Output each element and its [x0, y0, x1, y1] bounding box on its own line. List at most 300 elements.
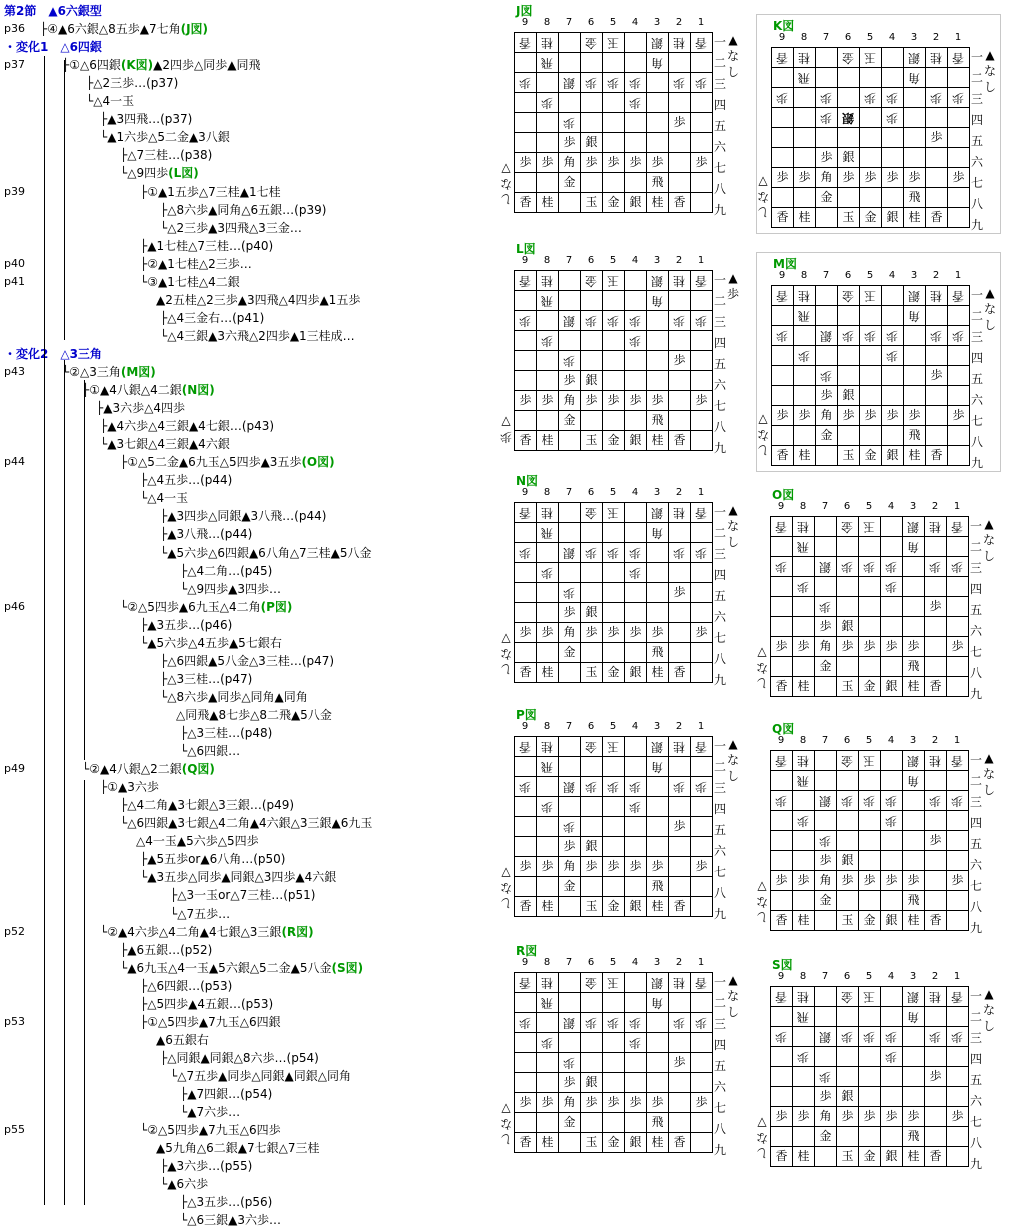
board-square	[537, 777, 559, 797]
sente-hand: し な ▽	[500, 866, 513, 910]
board-square	[603, 973, 625, 993]
board-square	[581, 271, 603, 291]
move-text: ├①△5二金▲6九玉△5四歩▲3五歩	[120, 455, 302, 470]
shogi-piece: 歩	[651, 1095, 664, 1109]
shogi-piece: 歩	[651, 859, 664, 873]
board-square	[772, 306, 794, 326]
diagram-label[interactable]: (Q図)	[181, 762, 215, 777]
board-square	[581, 737, 603, 757]
move-text: ▲6五銀右	[156, 1032, 209, 1047]
shogi-piece: 飛	[541, 56, 554, 70]
board-square	[515, 133, 537, 153]
board-square	[625, 133, 647, 153]
board-square	[669, 1093, 691, 1113]
board-square	[926, 306, 948, 326]
move-line	[100, 923, 314, 941]
diagram-label[interactable]: (M図)	[120, 365, 156, 379]
board-square	[926, 208, 948, 228]
board-square	[771, 537, 793, 557]
diagram-label[interactable]: (J図)	[180, 22, 209, 37]
board-square	[794, 306, 816, 326]
board-square	[647, 837, 669, 857]
shogi-piece: 歩	[907, 1109, 920, 1123]
shogi-piece: 歩	[585, 314, 598, 328]
board-square	[837, 811, 859, 831]
board-square	[515, 1073, 537, 1093]
board-square	[669, 837, 691, 857]
board-square	[603, 817, 625, 837]
rank-label: 一	[970, 519, 983, 533]
shogi-piece: 金	[841, 754, 854, 768]
shogi-piece: 飛	[651, 413, 664, 427]
board-square	[903, 871, 925, 891]
board-square	[882, 446, 904, 466]
rank-label: 二	[970, 540, 983, 554]
board-square	[815, 537, 837, 557]
board-square	[771, 1027, 793, 1047]
move-line	[140, 868, 336, 886]
rank-label: 六	[714, 140, 727, 154]
board-square	[603, 1053, 625, 1073]
board-square	[537, 271, 559, 291]
board-square	[603, 1093, 625, 1113]
board-square	[948, 168, 970, 188]
board-square	[581, 311, 603, 331]
shogi-piece: 歩	[798, 408, 811, 422]
shogi-piece: 桂	[651, 433, 664, 447]
shogi-piece: 桂	[541, 195, 554, 209]
board-square	[793, 517, 815, 537]
board-square	[559, 1113, 581, 1133]
board-square	[581, 757, 603, 777]
board-square	[771, 911, 793, 931]
board-square	[647, 73, 669, 93]
diagram-label[interactable]: (S図)	[331, 960, 364, 975]
board-square	[925, 1027, 947, 1047]
shogi-piece: 銀	[842, 388, 855, 402]
diagram-label[interactable]: (O図)	[301, 455, 335, 470]
gote-hand: ▲ な し	[983, 48, 996, 94]
board-square	[515, 173, 537, 193]
board-square	[771, 1087, 793, 1107]
board-square	[881, 617, 903, 637]
shogi-piece: 歩	[929, 794, 942, 808]
move-line	[140, 850, 285, 868]
board-square	[794, 128, 816, 148]
file-label: 5	[609, 17, 617, 28]
shogi-piece: 歩	[629, 1095, 642, 1109]
move-line	[160, 1175, 208, 1193]
shogi-piece: 歩	[541, 393, 554, 407]
board-square	[669, 371, 691, 391]
diagram-label[interactable]: (K図)	[120, 58, 154, 73]
board-square	[647, 1053, 669, 1073]
file-label: 2	[932, 270, 940, 281]
file-label: 3	[909, 735, 917, 746]
file-labels	[771, 32, 967, 44]
move-line	[120, 164, 199, 182]
shogi-piece: 歩	[629, 1036, 642, 1050]
board-square	[515, 153, 537, 173]
board-square	[625, 1033, 647, 1053]
rank-label: 八	[714, 1122, 727, 1136]
board-grid	[770, 986, 969, 1167]
board-square	[815, 831, 837, 851]
board-square	[859, 597, 881, 617]
shogi-piece: 歩	[885, 639, 898, 653]
board-square	[925, 831, 947, 851]
file-label: 7	[822, 32, 830, 43]
sente-hand: し な ▽	[500, 632, 513, 676]
shogi-piece: 歩	[673, 546, 686, 560]
rank-label: 一	[714, 739, 727, 753]
shogi-piece: 歩	[563, 839, 576, 853]
board-square	[559, 1013, 581, 1033]
shogi-piece: 香	[951, 520, 964, 534]
board-square	[537, 623, 559, 643]
board-square	[581, 351, 603, 371]
diagram-label[interactable]: (R図)	[281, 924, 314, 939]
shogi-piece: 歩	[585, 1016, 598, 1030]
board-square	[537, 1133, 559, 1153]
move-line	[180, 724, 272, 742]
shogi-piece: 金	[563, 413, 576, 427]
shogi-piece: 金	[819, 1129, 832, 1143]
board-square	[816, 88, 838, 108]
board-square	[772, 168, 794, 188]
board-square	[559, 371, 581, 391]
board-square	[794, 406, 816, 426]
move-line	[170, 905, 230, 923]
move-text: ├△8六歩▲同角△6五銀…(p39)	[160, 202, 327, 217]
move-line	[136, 832, 259, 850]
file-label: 4	[887, 735, 895, 746]
rank-label: 六	[714, 610, 727, 624]
shogi-piece: 歩	[629, 780, 642, 794]
board-square	[625, 543, 647, 563]
board-square	[859, 751, 881, 771]
rank-label: 九	[970, 921, 983, 935]
shogi-piece: 金	[585, 36, 598, 50]
shogi-piece: 歩	[695, 314, 708, 328]
file-label: 5	[866, 270, 874, 281]
board-square	[559, 523, 581, 543]
board-square	[859, 1047, 881, 1067]
rank-label: 五	[714, 1059, 727, 1073]
shogi-piece: 歩	[886, 329, 899, 343]
shogi-piece: 歩	[951, 560, 964, 574]
board-square	[581, 1133, 603, 1153]
board-square	[669, 523, 691, 543]
board-square	[948, 48, 970, 68]
move-text: ├▲6五銀…(p52)	[120, 942, 213, 957]
board-square	[903, 831, 925, 851]
move-text: ├△3三桂…(p47)	[160, 671, 253, 686]
board-square	[581, 93, 603, 113]
sente-hand: し な ▽	[756, 1116, 769, 1160]
shogi-piece: 銀	[563, 1016, 576, 1030]
board-square	[625, 73, 647, 93]
diagram-label[interactable]: (L図)	[168, 166, 199, 181]
move-text: └▲7六歩…	[180, 1105, 241, 1120]
board-square	[669, 663, 691, 683]
board-square	[837, 751, 859, 771]
board-square	[669, 1033, 691, 1053]
page-ref: p41	[4, 274, 25, 288]
shogi-piece: 桂	[908, 448, 921, 462]
file-label: 9	[778, 32, 786, 43]
shogi-piece: 桂	[673, 976, 686, 990]
diagram-title: R図	[516, 944, 538, 958]
board-square	[859, 1147, 881, 1167]
shogi-piece: 歩	[885, 794, 898, 808]
shogi-piece: 角	[908, 309, 921, 323]
board-square	[926, 88, 948, 108]
board-square	[515, 1033, 537, 1053]
shogi-piece: 歩	[930, 329, 943, 343]
board-square	[603, 431, 625, 451]
shogi-piece: 歩	[776, 408, 789, 422]
board-square	[771, 517, 793, 537]
board-square	[815, 851, 837, 871]
board-square	[837, 577, 859, 597]
file-labels	[770, 735, 966, 747]
board-square	[793, 871, 815, 891]
board-square	[559, 777, 581, 797]
shogi-piece: 銀	[563, 546, 576, 560]
shogi-piece: 桂	[673, 36, 686, 50]
board-square	[559, 993, 581, 1013]
move-text: ├△4五歩…(p44)	[140, 473, 233, 488]
board-square	[947, 771, 969, 791]
shogi-piece: 香	[775, 679, 788, 693]
shogi-piece: 歩	[585, 780, 598, 794]
shogi-piece: 角	[651, 294, 664, 308]
shogi-piece: 歩	[695, 155, 708, 169]
board-square	[772, 326, 794, 346]
rank-label: 一	[970, 753, 983, 767]
board-square	[559, 193, 581, 213]
move-line	[160, 507, 326, 525]
board-square	[904, 88, 926, 108]
board-square	[925, 1067, 947, 1087]
page-ref: p37	[4, 58, 25, 72]
board-square	[625, 503, 647, 523]
shogi-piece: 香	[519, 274, 532, 288]
shogi-piece: 銀	[629, 195, 642, 209]
diagram-label[interactable]: (N図)	[181, 383, 215, 398]
shogi-piece: 飛	[797, 774, 810, 788]
shogi-piece: 歩	[673, 115, 686, 129]
move-line	[180, 1193, 272, 1211]
shogi-piece: 金	[585, 506, 598, 520]
shogi-piece: 桂	[797, 1149, 810, 1163]
board-square	[882, 346, 904, 366]
move-text: ├④▲6六銀△8五歩▲7七角	[40, 22, 181, 37]
shogi-piece: 金	[607, 195, 620, 209]
shogi-piece: 歩	[563, 586, 576, 600]
shogi-piece: 歩	[629, 96, 642, 110]
board-square	[772, 286, 794, 306]
shogi-piece: 歩	[695, 780, 708, 794]
move-text: └△2三歩▲3四飛△3三金…	[160, 220, 302, 235]
board-square	[837, 617, 859, 637]
board-grid	[514, 736, 713, 917]
board-square	[925, 771, 947, 791]
board-square	[603, 133, 625, 153]
shogi-piece: 歩	[819, 1070, 832, 1084]
file-label: 3	[910, 32, 918, 43]
board-square	[859, 1007, 881, 1027]
board-square	[793, 851, 815, 871]
rank-label: 七	[714, 631, 727, 645]
board-square	[794, 188, 816, 208]
diagram-label[interactable]: (P図)	[260, 599, 293, 614]
section-heading	[4, 38, 102, 56]
board-square	[925, 677, 947, 697]
shogi-piece: 香	[951, 754, 964, 768]
tree-guide-line	[84, 380, 85, 760]
board-square	[581, 371, 603, 391]
board-square	[603, 877, 625, 897]
board-square	[947, 871, 969, 891]
board-square	[947, 597, 969, 617]
board-square	[903, 1007, 925, 1027]
board-square	[881, 911, 903, 931]
variation-tree	[0, 0, 500, 1228]
board-square	[603, 33, 625, 53]
board-square	[771, 597, 793, 617]
shogi-piece: 歩	[519, 393, 532, 407]
shogi-piece: 香	[673, 433, 686, 447]
board-square	[603, 1113, 625, 1133]
file-label: 8	[543, 957, 551, 968]
shogi-piece: 歩	[607, 546, 620, 560]
board-square	[925, 1047, 947, 1067]
shogi-piece: 歩	[695, 76, 708, 90]
board-square	[669, 271, 691, 291]
board-square	[926, 188, 948, 208]
shogi-piece: 歩	[819, 834, 832, 848]
board-square	[860, 148, 882, 168]
board-square	[947, 577, 969, 597]
board-square	[794, 48, 816, 68]
board-square	[581, 73, 603, 93]
shogi-piece: 金	[842, 51, 855, 65]
shogi-piece: 玉	[841, 679, 854, 693]
board-square	[581, 817, 603, 837]
shogi-piece: 飛	[651, 645, 664, 659]
shogi-piece: 歩	[585, 859, 598, 873]
move-line	[160, 219, 302, 237]
board-square	[881, 1047, 903, 1067]
board-square	[947, 1147, 969, 1167]
shogi-piece: 歩	[820, 388, 833, 402]
shogi-piece: 歩	[673, 780, 686, 794]
board-square	[881, 851, 903, 871]
board-square	[691, 857, 713, 877]
move-line	[160, 309, 264, 327]
gote-hand: ▲ な し	[982, 517, 995, 563]
move-text: ├①△5四歩▲7九玉△6四銀	[140, 1014, 281, 1029]
move-text: ├△4二角…(p45)	[180, 563, 273, 578]
file-labels	[514, 721, 710, 733]
board-square	[860, 168, 882, 188]
board-square	[537, 371, 559, 391]
board-square	[838, 148, 860, 168]
board-square	[515, 543, 537, 563]
shogi-piece: 角	[563, 625, 576, 639]
shogi-piece: 歩	[541, 1036, 554, 1050]
board-square	[647, 737, 669, 757]
file-label: 6	[587, 721, 595, 732]
shogi-piece: 香	[775, 1149, 788, 1163]
board-square	[859, 891, 881, 911]
board-square	[882, 208, 904, 228]
board-square	[669, 643, 691, 663]
shogi-piece: 歩	[885, 873, 898, 887]
move-line	[100, 435, 230, 453]
rank-label: 二	[970, 1010, 983, 1024]
board-square	[669, 757, 691, 777]
board-square	[537, 153, 559, 173]
board-square	[581, 53, 603, 73]
shogi-piece: 歩	[908, 170, 921, 184]
move-line	[100, 110, 192, 128]
shogi-piece: 銀	[908, 51, 921, 65]
board-square	[603, 643, 625, 663]
board-square	[581, 603, 603, 623]
board-square	[625, 193, 647, 213]
move-text: └▲5六歩△6四銀▲6八角△7三桂▲5八金	[160, 545, 372, 560]
shogi-piece: 銀	[585, 1075, 598, 1089]
board-square	[691, 663, 713, 683]
move-line	[82, 381, 215, 399]
shogi-piece: 銀	[842, 111, 855, 125]
board-square	[793, 1147, 815, 1167]
board-square	[691, 1133, 713, 1153]
board-square	[537, 73, 559, 93]
board-square	[559, 503, 581, 523]
board-square	[559, 543, 581, 563]
shogi-piece: 銀	[585, 605, 598, 619]
board-square	[882, 366, 904, 386]
shogi-piece: 歩	[563, 605, 576, 619]
board-square	[581, 1113, 603, 1133]
board-square	[625, 53, 647, 73]
file-label: 4	[631, 957, 639, 968]
file-label: 6	[587, 17, 595, 28]
file-label: 1	[953, 735, 961, 746]
board-square	[772, 366, 794, 386]
file-label: 7	[565, 17, 573, 28]
board-square	[903, 577, 925, 597]
rank-label: 四	[714, 98, 727, 112]
board-grid	[771, 47, 970, 228]
rank-label: 三	[970, 561, 983, 575]
board-square	[904, 68, 926, 88]
board-square	[537, 93, 559, 113]
diagram-title: L図	[516, 242, 536, 256]
shogi-piece: 歩	[541, 625, 554, 639]
file-label: 3	[653, 17, 661, 28]
file-label: 2	[675, 487, 683, 498]
board-square	[691, 311, 713, 331]
move-line	[140, 471, 232, 489]
board-square	[771, 577, 793, 597]
shogi-piece: 香	[519, 195, 532, 209]
board-square	[838, 306, 860, 326]
